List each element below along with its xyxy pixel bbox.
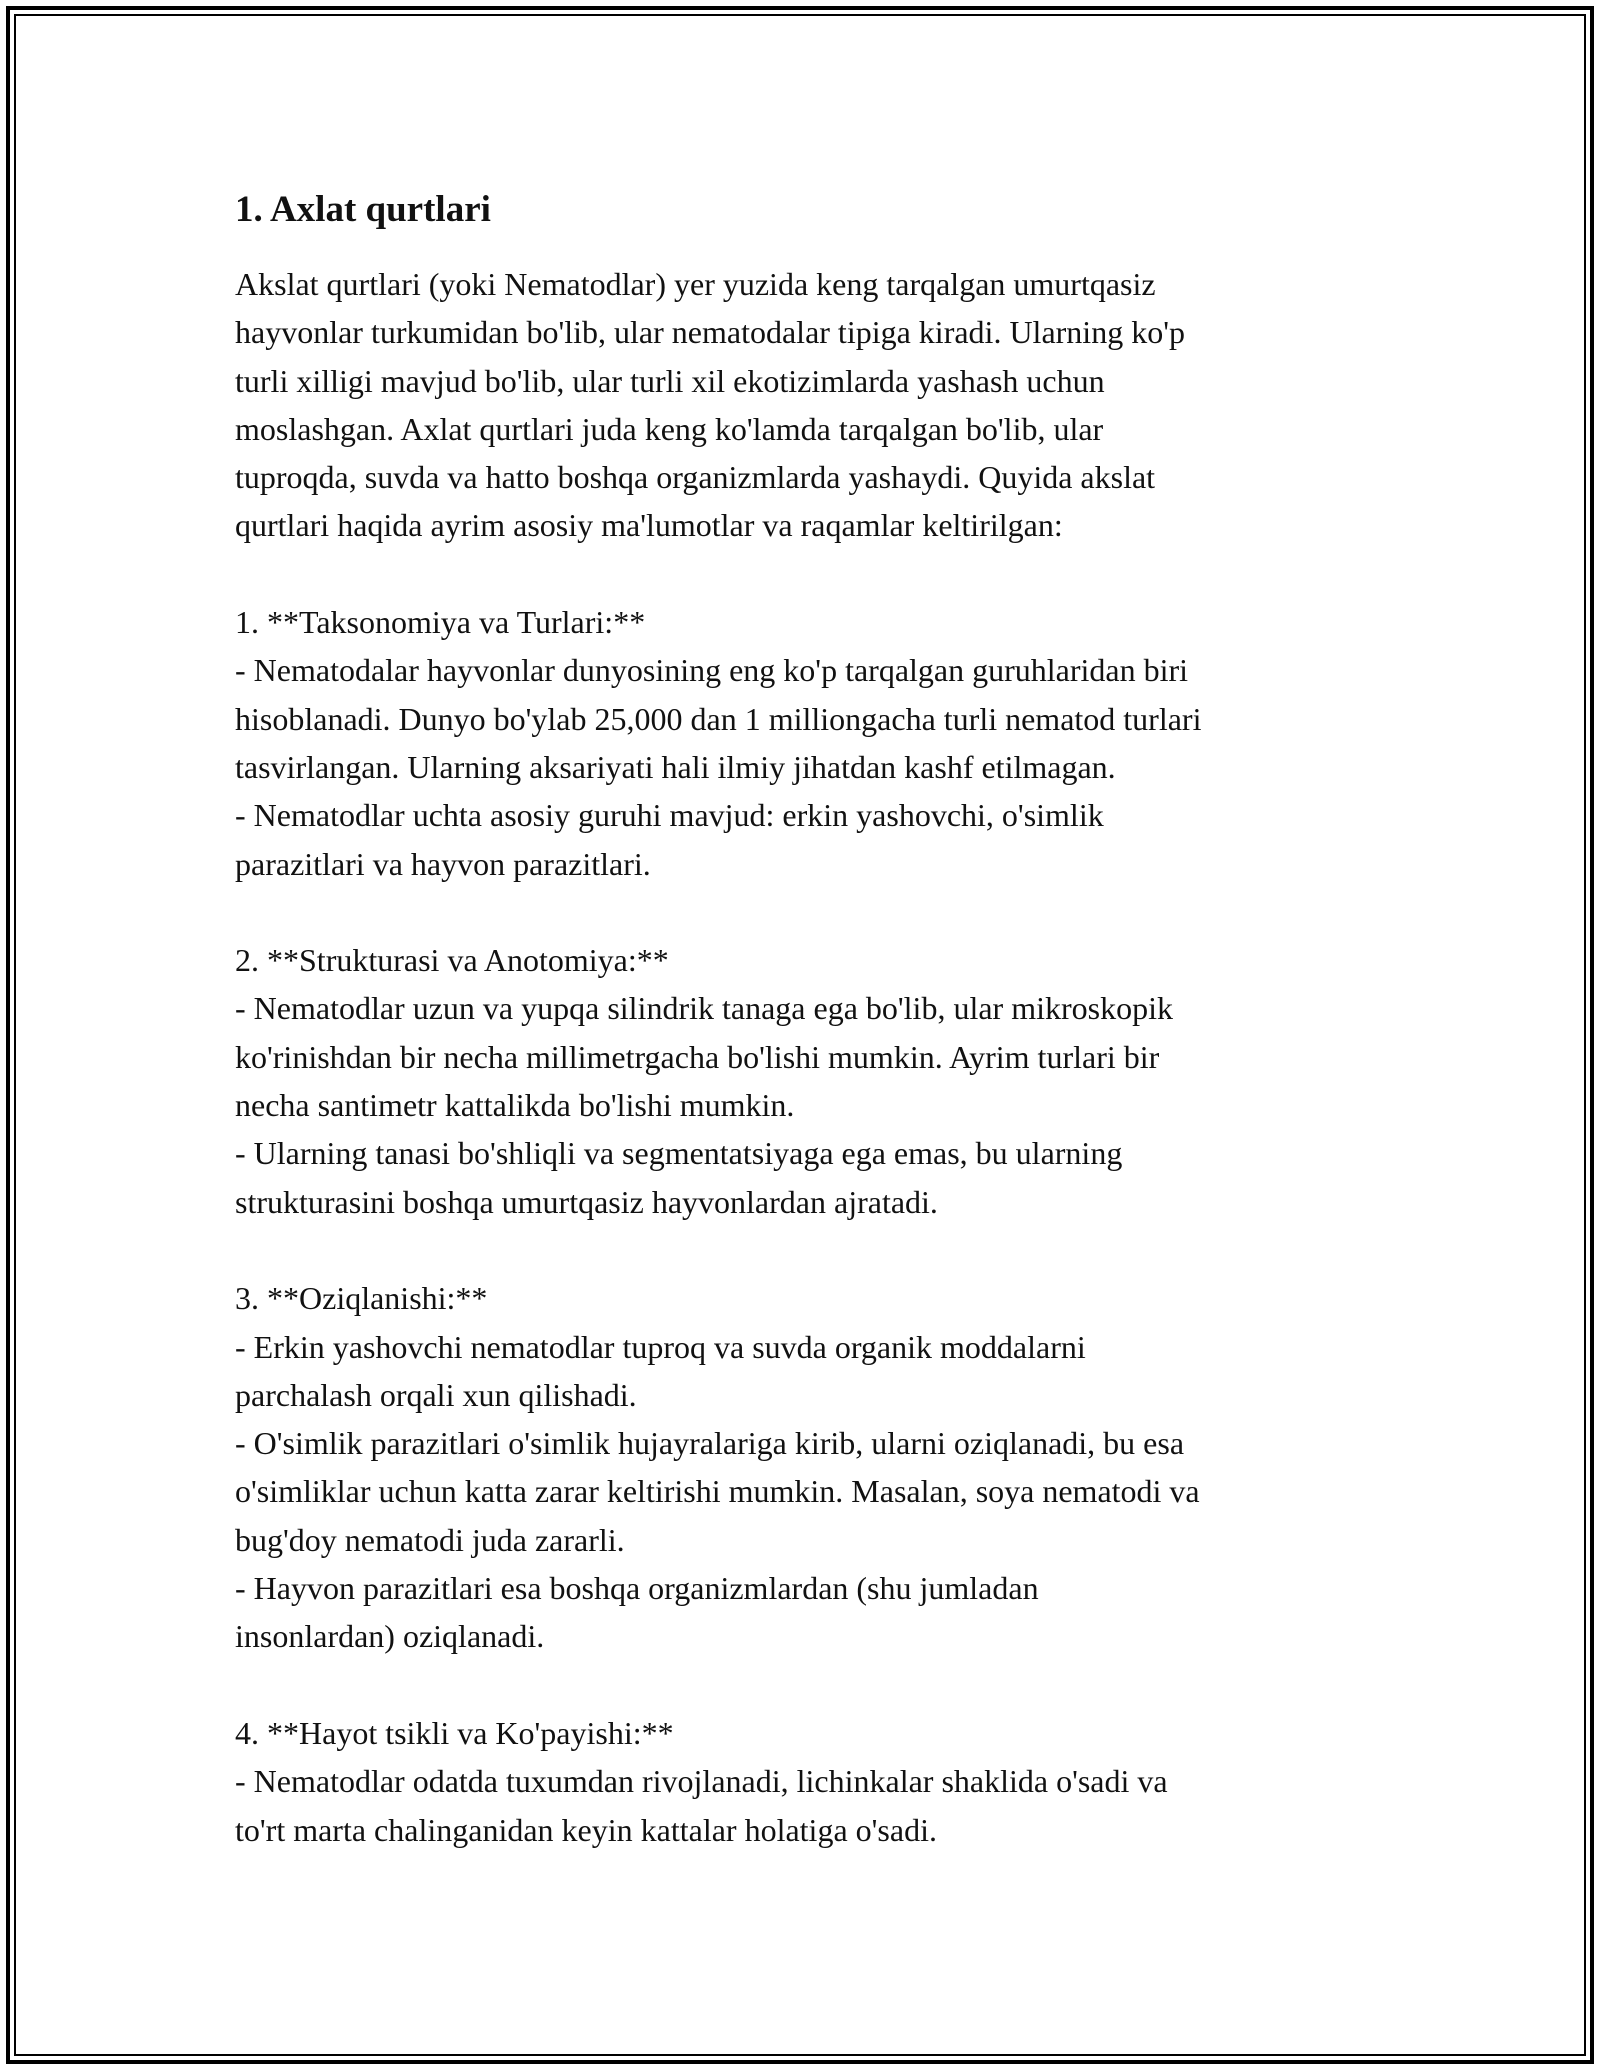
document-page bbox=[235, 186, 1375, 1854]
document-title: 1. Axlat qurtlari bbox=[235, 189, 491, 230]
document-body: Akslat qurtlari (yoki Nematodlar) yer yuzida keng tarqalgan umurtqasiz hayvonlar turkumidan bo'lib, ular nematodalar tipiga kiradi. Ularning ko'p turli xilligi mavjud bo'lib, ular turli xil ekotizimlarda yashash uchun moslashgan. Axlat qurtlari juda keng ko'lamda tarqalgan bo'lib, ular tuproqda, suvda va hatto boshqa organizmlarda yashaydi. Quyida akslat qurtlari haqida ayrim asosiy ma'lumotlar va raqamlar keltirilgan: 1. **Taksonomiya va Turlari:** - Nematodalar hayvonlar dunyosining eng ko'p tarqalgan guruhlaridan biri hisoblanadi. Dunyo bo'ylab 25,000 dan 1 milliongacha turli nematod turlari tasvirlangan. Ularning aksariyati hali ilmiy jihatdan kashf etilmagan. - Nematodlar uchta asosiy guruhi mavjud: erkin yashovchi, o'simlik parazitlari va hayvon parazitlari. 2. **Strukturasi va Anotomiya:** - Nematodlar uzun va yupqa silindrik tanaga ega bo'lib, ular mikroskopik ko'rinishdan bir necha millimetrgacha bo'lishi mumkin. Ayrim turlari bir necha santimetr kattalikda bo'lishi mumkin. - Ularning tanasi bo'shliqli va segmentatsiyaga ega emas, bu ularning strukturasini boshqa umurtqasiz hayvonlardan ajratadi. 3. **Oziqlanishi:** - Erkin yashovchi nematodlar tuproq va suvda organik moddalarni parchalash orqali xun qilishadi. - O'simlik parazitlari o'simlik hujayralariga kirib, ularni oziqlanadi, bu esa o'simliklar uchun katta zarar keltirishi mumkin. Masalan, soya nematodi va bug'doy nematodi juda zararli. - Hayvon parazitlari esa boshqa organizmlardan (shu jumladan insonlardan) oziqlanadi. 4. **Hayot tsikli va Ko'payishi:** - Nematodlar odatda tuxumdan rivojlanadi, lichinkalar shaklida o'sadi va to'rt marta chalinganidan keyin kattalar holatiga o'sadi. bbox=[235, 266, 1202, 1848]
